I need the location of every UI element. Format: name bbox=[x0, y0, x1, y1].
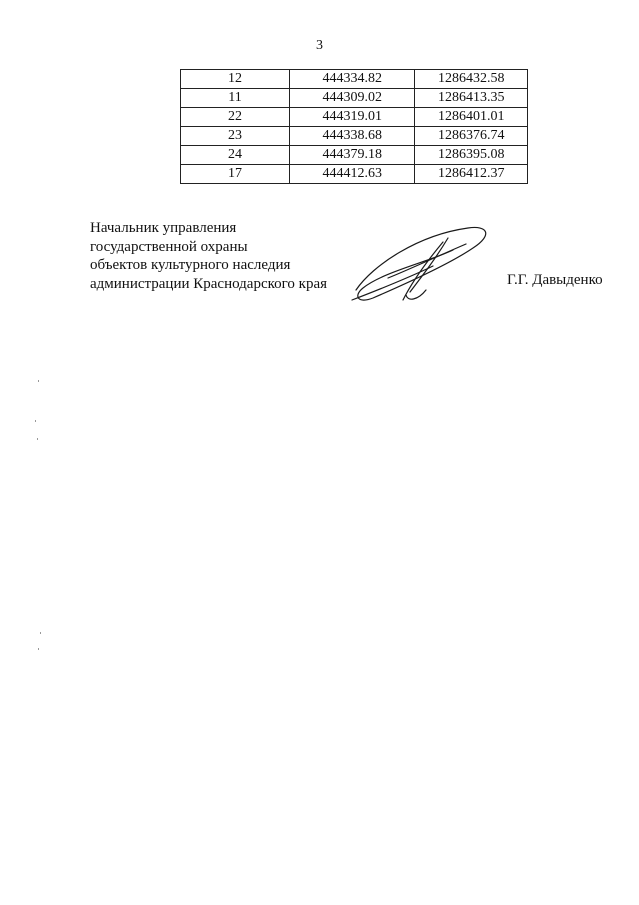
point-number-cell: 17 bbox=[181, 165, 290, 184]
table-row bbox=[181, 70, 528, 89]
scan-speck bbox=[35, 420, 36, 422]
table-row bbox=[181, 127, 528, 146]
signer-name: Г.Г. Давыденко bbox=[507, 272, 603, 288]
signatory-position bbox=[90, 219, 327, 293]
point-number-cell: 22 bbox=[181, 108, 290, 127]
y-coordinate-cell: 1286432.58 bbox=[415, 70, 528, 89]
scan-speck bbox=[40, 632, 41, 634]
position-line: объектов культурного наследия bbox=[90, 257, 291, 273]
x-coordinate-cell: 444334.82 bbox=[290, 70, 415, 89]
table-row bbox=[181, 89, 528, 108]
y-coordinate-cell: 1286395.08 bbox=[415, 146, 528, 165]
point-number-cell: 12 bbox=[181, 70, 290, 89]
x-coordinate-cell: 444309.02 bbox=[290, 89, 415, 108]
y-coordinate-cell: 1286401.01 bbox=[415, 108, 528, 127]
table-row bbox=[181, 108, 528, 127]
x-coordinate-cell: 444319.01 bbox=[290, 108, 415, 127]
point-number-cell: 11 bbox=[181, 89, 290, 108]
page-number: 3 bbox=[316, 38, 323, 53]
scan-speck bbox=[37, 438, 38, 440]
table-row bbox=[181, 146, 528, 165]
y-coordinate-cell: 1286376.74 bbox=[415, 127, 528, 146]
position-line: администрации Краснодарского края bbox=[90, 275, 328, 292]
x-coordinate-cell: 444379.18 bbox=[290, 146, 415, 165]
position-line: государственной охраны bbox=[90, 238, 248, 255]
table-row bbox=[181, 165, 528, 184]
point-number-cell: 23 bbox=[181, 127, 290, 146]
scan-speck bbox=[38, 380, 39, 382]
position-line: Начальник управления bbox=[90, 220, 237, 236]
y-coordinate-cell: 1286413.35 bbox=[415, 89, 528, 108]
scan-speck bbox=[38, 648, 39, 650]
y-coordinate-cell: 1286412.37 bbox=[415, 165, 528, 184]
x-coordinate-cell: 444412.63 bbox=[290, 165, 415, 184]
x-coordinate-cell: 444338.68 bbox=[290, 127, 415, 146]
handwritten-signature bbox=[348, 220, 493, 310]
coordinates-table bbox=[180, 69, 528, 184]
point-number-cell: 24 bbox=[181, 146, 290, 165]
